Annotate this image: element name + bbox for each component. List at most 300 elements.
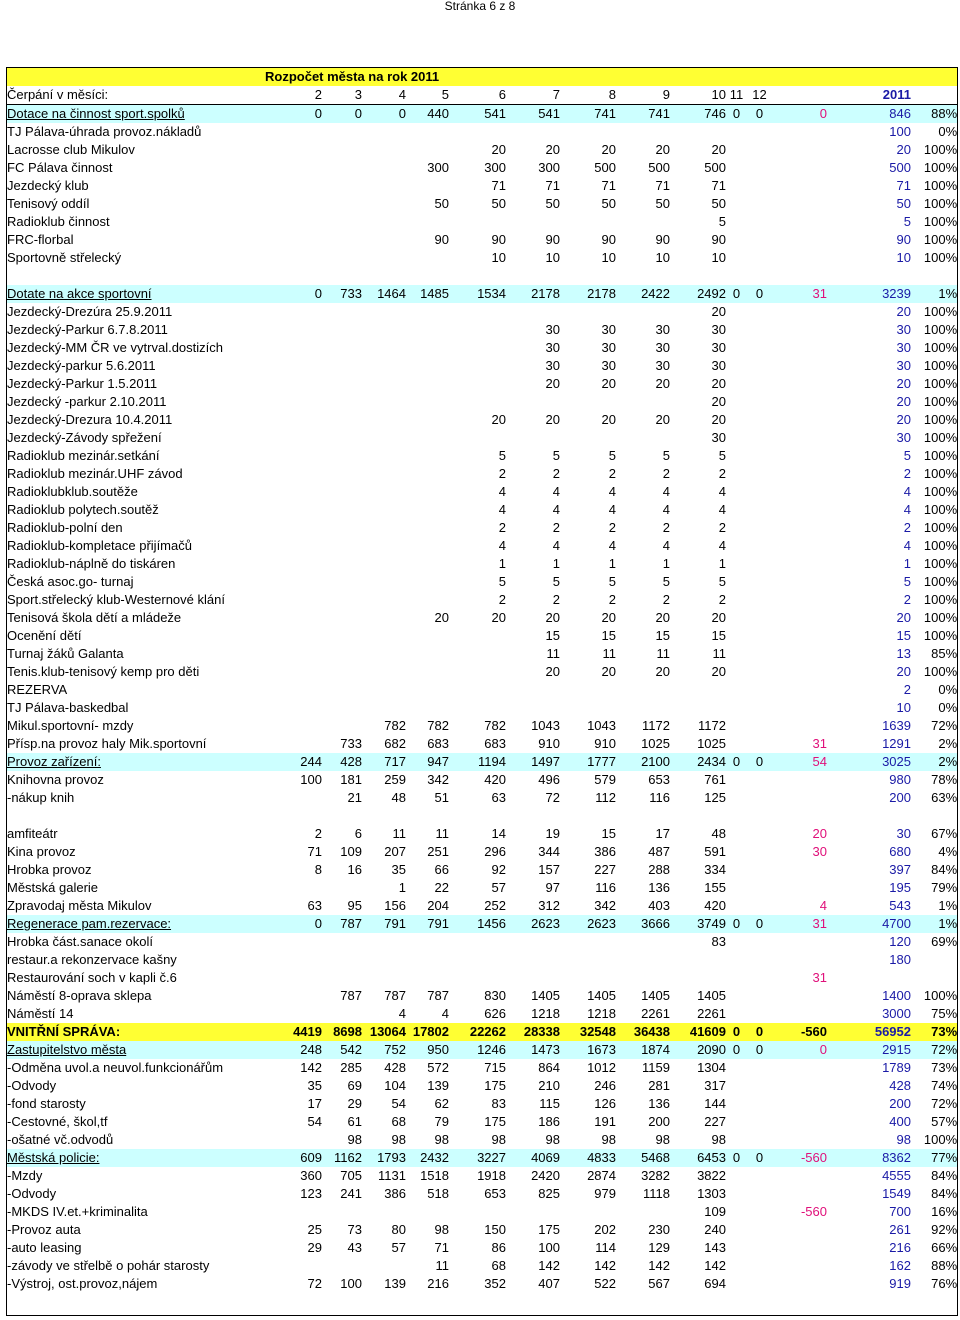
table-row: [7, 195, 957, 213]
table-cell: 541: [506, 105, 560, 124]
table-cell: [827, 267, 911, 285]
table-cell: 300: [538, 160, 560, 175]
table-cell: [322, 447, 362, 465]
table-cell: [747, 789, 772, 807]
table-cell: [257, 573, 281, 591]
table-row: [7, 375, 957, 393]
table-cell: 787: [340, 988, 362, 1003]
table-cell: 175: [484, 1114, 506, 1129]
table-cell: [747, 1059, 772, 1077]
table-cell: 4: [662, 502, 670, 517]
table-cell: [560, 267, 616, 285]
table-row: [7, 843, 957, 861]
table-cell: 0: [322, 105, 362, 124]
table-cell: 1194: [449, 753, 506, 771]
table-cell: [506, 393, 560, 411]
table-cell: 2874: [587, 1168, 616, 1183]
table-cell: 35: [307, 1078, 322, 1093]
table-cell: 15: [711, 628, 726, 643]
table-cell: [281, 429, 322, 447]
table-cell: 0: [747, 1149, 772, 1167]
table-cell: [747, 771, 772, 789]
table-cell: 4: [498, 502, 506, 517]
table-cell: 1%: [911, 285, 957, 303]
row-label: Přísp.na provoz haly Mik.sportovní: [7, 736, 207, 751]
table-cell: [726, 879, 747, 897]
table-cell: [747, 393, 772, 411]
table-cell: 66: [434, 862, 449, 877]
table-cell: 20: [711, 610, 726, 625]
table-cell: [726, 213, 747, 231]
table-cell: [281, 321, 322, 339]
table-cell: 142: [594, 1258, 616, 1273]
table-cell: [449, 1203, 506, 1221]
table-cell: [772, 807, 827, 825]
table-cell: -560: [800, 1204, 827, 1219]
table-cell: [772, 663, 827, 681]
table-cell: 72: [307, 1276, 322, 1291]
table-cell: [322, 807, 362, 825]
table-row: [7, 159, 957, 177]
table-cell: 2: [498, 466, 506, 481]
row-label: Radioklub polytech.soutěž: [7, 502, 159, 517]
table-row: [7, 177, 957, 195]
table-cell: 100%: [923, 430, 958, 445]
table-cell: [726, 357, 747, 375]
table-cell: 100: [538, 1240, 560, 1255]
table-cell: 20: [711, 142, 726, 157]
table-cell: [406, 411, 449, 429]
table-cell: 4: [441, 1006, 449, 1021]
table-cell: 20: [711, 376, 726, 391]
table-cell: [257, 231, 281, 249]
table-cell: 846: [827, 105, 911, 124]
table-cell: [747, 1077, 772, 1095]
table-cell: 1: [662, 556, 670, 571]
table-row: [7, 879, 957, 897]
table-cell: 116: [649, 790, 670, 805]
table-cell: [257, 321, 281, 339]
table-cell: 48: [391, 790, 406, 805]
table-cell: 100%: [923, 358, 958, 373]
table-cell: 0: [281, 915, 322, 933]
table-cell: [257, 609, 281, 627]
table-cell: 13: [896, 646, 911, 661]
row-label: Čerpání v měsíci:: [7, 86, 257, 105]
table-cell: [726, 519, 747, 537]
table-cell: [281, 375, 322, 393]
table-cell: [406, 933, 449, 951]
table-cell: 98: [711, 1132, 726, 1147]
table-cell: [772, 1221, 827, 1239]
table-cell: [747, 465, 772, 483]
table-cell: [726, 1131, 747, 1149]
table-cell: [747, 897, 772, 915]
row-label: Sport.střelecký klub-Westernové klání: [7, 592, 225, 607]
table-cell: 579: [594, 772, 616, 787]
table-cell: 17802: [406, 1023, 449, 1041]
table-cell: [726, 843, 747, 861]
row-label: [7, 267, 257, 285]
table-cell: 1464: [362, 285, 406, 303]
table-cell: 100%: [923, 142, 958, 157]
table-cell: [449, 663, 506, 681]
table-cell: 2: [552, 520, 560, 535]
table-cell: [406, 267, 449, 285]
table-cell: [747, 1095, 772, 1113]
table-cell: 683: [427, 736, 449, 751]
table-cell: [772, 699, 827, 717]
table-cell: [747, 519, 772, 537]
table-cell: 3: [322, 86, 362, 105]
table-cell: [747, 969, 772, 987]
table-cell: 6453: [670, 1149, 726, 1167]
table-cell: 1639: [882, 718, 911, 733]
table-cell: 50: [601, 196, 616, 211]
table-cell: 5: [608, 448, 616, 463]
table-cell: 352: [484, 1276, 506, 1291]
table-cell: 2: [903, 682, 911, 697]
table-cell: [406, 519, 449, 537]
table-cell: 90: [545, 232, 560, 247]
table-cell: 30: [711, 358, 726, 373]
table-row: [7, 645, 957, 663]
table-cell: [406, 465, 449, 483]
table-cell: [747, 1203, 772, 1221]
table-cell: [911, 807, 957, 825]
table-cell: 1456: [449, 915, 506, 933]
table-cell: [772, 375, 827, 393]
row-label: TJ Pálava-baskedbal: [7, 700, 129, 715]
table-cell: [747, 1131, 772, 1149]
table-cell: 609: [281, 1149, 322, 1167]
table-cell: 30: [896, 322, 911, 337]
table-cell: 100%: [923, 664, 958, 679]
table-cell: 312: [538, 898, 560, 913]
row-label: Jezdecký-Parkur 6.7.8.2011: [7, 322, 168, 337]
table-cell: [506, 681, 560, 699]
table-cell: 5: [498, 448, 506, 463]
table-cell: 98: [434, 1132, 449, 1147]
table-cell: 50: [545, 196, 560, 211]
row-label: Turnaj žáků Galanta: [7, 646, 124, 661]
table-cell: [772, 447, 827, 465]
table-cell: 98: [655, 1132, 670, 1147]
table-cell: [257, 735, 281, 753]
table-cell: [747, 735, 772, 753]
table-cell: [406, 321, 449, 339]
table-cell: [281, 717, 322, 735]
table-cell: 98: [601, 1132, 616, 1147]
table-cell: 20: [655, 412, 670, 427]
row-label: Radioklub-kompletace přijímačů: [7, 538, 192, 553]
table-cell: 0: [747, 1023, 772, 1041]
table-cell: 1%: [911, 915, 957, 933]
table-cell: [449, 951, 506, 969]
table-cell: 129: [648, 1240, 670, 1255]
table-cell: [406, 303, 449, 321]
table-cell: 281: [648, 1078, 670, 1093]
row-label: Hrobka provoz: [7, 862, 92, 877]
table-cell: [322, 375, 362, 393]
table-cell: [406, 213, 449, 231]
table-cell: [322, 249, 362, 267]
table-cell: 2: [662, 466, 670, 481]
table-cell: [281, 519, 322, 537]
table-cell: [506, 429, 560, 447]
table-cell: 715: [484, 1060, 506, 1075]
table-cell: 92%: [931, 1222, 958, 1237]
table-cell: 1246: [449, 1041, 506, 1059]
table-cell: 0: [726, 1023, 747, 1041]
table-cell: [257, 213, 281, 231]
table-cell: [257, 1005, 281, 1023]
table-cell: 2%: [911, 753, 957, 771]
table-cell: [726, 1275, 747, 1293]
table-cell: 100%: [923, 502, 958, 517]
table-cell: 787: [322, 915, 362, 933]
table-cell: [670, 699, 726, 717]
table-cell: 20: [601, 412, 616, 427]
table-cell: 5: [552, 448, 560, 463]
table-cell: [281, 1257, 322, 1275]
table-cell: 700: [889, 1204, 911, 1219]
table-cell: 1: [398, 880, 406, 895]
row-label: Česká asoc.go- turnaj: [7, 574, 134, 589]
table-cell: [506, 951, 560, 969]
table-cell: [616, 807, 670, 825]
table-cell: [406, 339, 449, 357]
table-cell: [281, 681, 322, 699]
table-cell: 11: [435, 1258, 449, 1273]
table-cell: 5: [718, 574, 726, 589]
table-cell: 4%: [938, 844, 958, 859]
table-cell: [281, 249, 322, 267]
table-row: [7, 951, 957, 969]
table-cell: [772, 1059, 827, 1077]
table-cell: 4: [718, 538, 726, 553]
table-cell: [281, 231, 322, 249]
table-row: [7, 1185, 957, 1203]
table-row: [7, 969, 957, 987]
table-cell: 4: [903, 484, 911, 499]
table-cell: 4: [819, 898, 827, 913]
table-cell: 71: [434, 1240, 449, 1255]
table-cell: 100%: [923, 250, 958, 265]
table-cell: [257, 1149, 281, 1167]
table-cell: [726, 249, 747, 267]
table-cell: 261: [889, 1222, 911, 1237]
table-cell: 175: [538, 1222, 560, 1237]
table-cell: 543: [889, 898, 911, 913]
table-row: [7, 393, 957, 411]
table-row: [7, 1167, 957, 1185]
table-cell: 100%: [923, 340, 958, 355]
table-cell: [747, 573, 772, 591]
table-row: [7, 429, 957, 447]
table-cell: 3025: [827, 753, 911, 771]
table-cell: [257, 123, 281, 141]
table-cell: 1405: [531, 988, 560, 1003]
table-cell: 1497: [506, 753, 560, 771]
table-cell: [747, 1185, 772, 1203]
table-cell: 0: [747, 105, 772, 124]
table-cell: [449, 213, 506, 231]
table-cell: [747, 501, 772, 519]
row-label: Provoz zařízení:: [7, 753, 257, 771]
table-row: [7, 591, 957, 609]
table-cell: 100%: [923, 538, 958, 553]
table-cell: 143: [704, 1240, 726, 1255]
table-cell: [406, 177, 449, 195]
table-row: [7, 717, 957, 735]
table-row: [7, 807, 957, 825]
table-cell: 20: [601, 376, 616, 391]
row-label: -Odměna uvol.a neuvol.funkcionářům: [7, 1060, 224, 1075]
table-cell: [281, 1131, 322, 1149]
table-cell: 950: [406, 1041, 449, 1059]
table-cell: 43: [347, 1240, 362, 1255]
table-cell: 20: [896, 376, 911, 391]
table-cell: 207: [384, 844, 406, 859]
table-cell: 2: [903, 592, 911, 607]
table-cell: [560, 429, 616, 447]
table-cell: 403: [648, 898, 670, 913]
row-label: -Provoz auta: [7, 1222, 81, 1237]
table-row: [7, 411, 957, 429]
table-cell: [257, 483, 281, 501]
table-row: [7, 1041, 957, 1059]
table-cell: 8: [314, 862, 322, 877]
table-cell: [747, 321, 772, 339]
table-cell: [257, 699, 281, 717]
table-cell: [281, 1005, 322, 1023]
table-cell: 1: [718, 556, 726, 571]
table-cell: 31: [812, 970, 827, 985]
table-row: [7, 1023, 957, 1041]
table-cell: [281, 951, 322, 969]
table-cell: [281, 537, 322, 555]
table-cell: [322, 699, 362, 717]
table-cell: [726, 267, 747, 285]
table-cell: 746: [670, 105, 726, 124]
table-cell: 76%: [931, 1276, 958, 1291]
table-row: [7, 897, 957, 915]
table-cell: 85%: [931, 646, 958, 661]
table-cell: [560, 213, 616, 231]
table-cell: [772, 483, 827, 501]
table-cell: 980: [889, 772, 911, 787]
table-cell: 210: [538, 1078, 560, 1093]
table-cell: [406, 627, 449, 645]
table-cell: [772, 519, 827, 537]
table-cell: [747, 609, 772, 627]
table-cell: [362, 645, 406, 663]
table-cell: 142: [648, 1258, 670, 1273]
table-cell: [747, 717, 772, 735]
table-cell: [257, 555, 281, 573]
table-cell: [726, 1185, 747, 1203]
table-cell: [257, 159, 281, 177]
table-cell: [406, 1203, 449, 1221]
table-cell: 500: [704, 160, 726, 175]
table-cell: [362, 321, 406, 339]
table-cell: 57: [491, 880, 506, 895]
table-cell: 15: [896, 628, 911, 643]
table-cell: [726, 591, 747, 609]
table-cell: [257, 663, 281, 681]
table-cell: 5: [662, 574, 670, 589]
table-cell: [257, 789, 281, 807]
table-cell: 72: [545, 790, 560, 805]
table-cell: 4: [662, 484, 670, 499]
row-label: TJ Pálava-úhrada provoz.nákladů: [7, 124, 202, 139]
table-cell: [449, 645, 506, 663]
table-cell: [257, 105, 281, 124]
table-cell: 20: [711, 664, 726, 679]
table-cell: 1400: [882, 988, 911, 1003]
table-cell: 73: [347, 1222, 362, 1237]
table-cell: [560, 699, 616, 717]
table-cell: [257, 1131, 281, 1149]
table-cell: 1012: [587, 1060, 616, 1075]
table-cell: 518: [427, 1186, 449, 1201]
row-label: -ošatné vč.odvodů: [7, 1132, 114, 1147]
table-cell: 31: [772, 915, 827, 933]
table-cell: 150: [484, 1222, 506, 1237]
table-cell: 246: [594, 1078, 616, 1093]
row-label: Jezdecký-MM ČR ve vytrval.dostizích: [7, 340, 223, 355]
table-cell: 109: [340, 844, 362, 859]
table-cell: [560, 681, 616, 699]
row-label: Radioklub mezinár.setkání: [7, 448, 160, 463]
table-cell: 120: [889, 934, 911, 949]
table-cell: [726, 717, 747, 735]
table-cell: [747, 177, 772, 195]
table-cell: 227: [704, 1114, 726, 1129]
table-cell: 4: [552, 484, 560, 499]
table-cell: 136: [648, 880, 670, 895]
table-cell: [281, 555, 322, 573]
table-cell: 1: [903, 556, 911, 571]
table-cell: [772, 213, 827, 231]
table-cell: [506, 969, 560, 987]
table-cell: 1131: [378, 1168, 406, 1183]
table-cell: [616, 429, 670, 447]
table-cell: [281, 267, 322, 285]
row-label: -auto leasing: [7, 1240, 82, 1255]
table-cell: 1405: [697, 988, 726, 1003]
table-cell: 3239: [827, 285, 911, 303]
table-cell: 1485: [406, 285, 449, 303]
table-row: [7, 825, 957, 843]
table-cell: [257, 447, 281, 465]
table-cell: [322, 321, 362, 339]
table-cell: 30: [896, 430, 911, 445]
table-cell: [257, 861, 281, 879]
table-cell: 0%: [938, 682, 958, 697]
page-header: Stránka 6 z 8: [444, 0, 516, 13]
table-cell: 682: [384, 736, 406, 751]
table-cell: 252: [484, 898, 506, 913]
table-cell: [406, 501, 449, 519]
table-cell: 4700: [827, 915, 911, 933]
table-cell: 100%: [923, 988, 958, 1003]
table-cell: [747, 825, 772, 843]
table-cell: [560, 951, 616, 969]
table-cell: 104: [384, 1078, 406, 1093]
table-row: [7, 105, 957, 124]
